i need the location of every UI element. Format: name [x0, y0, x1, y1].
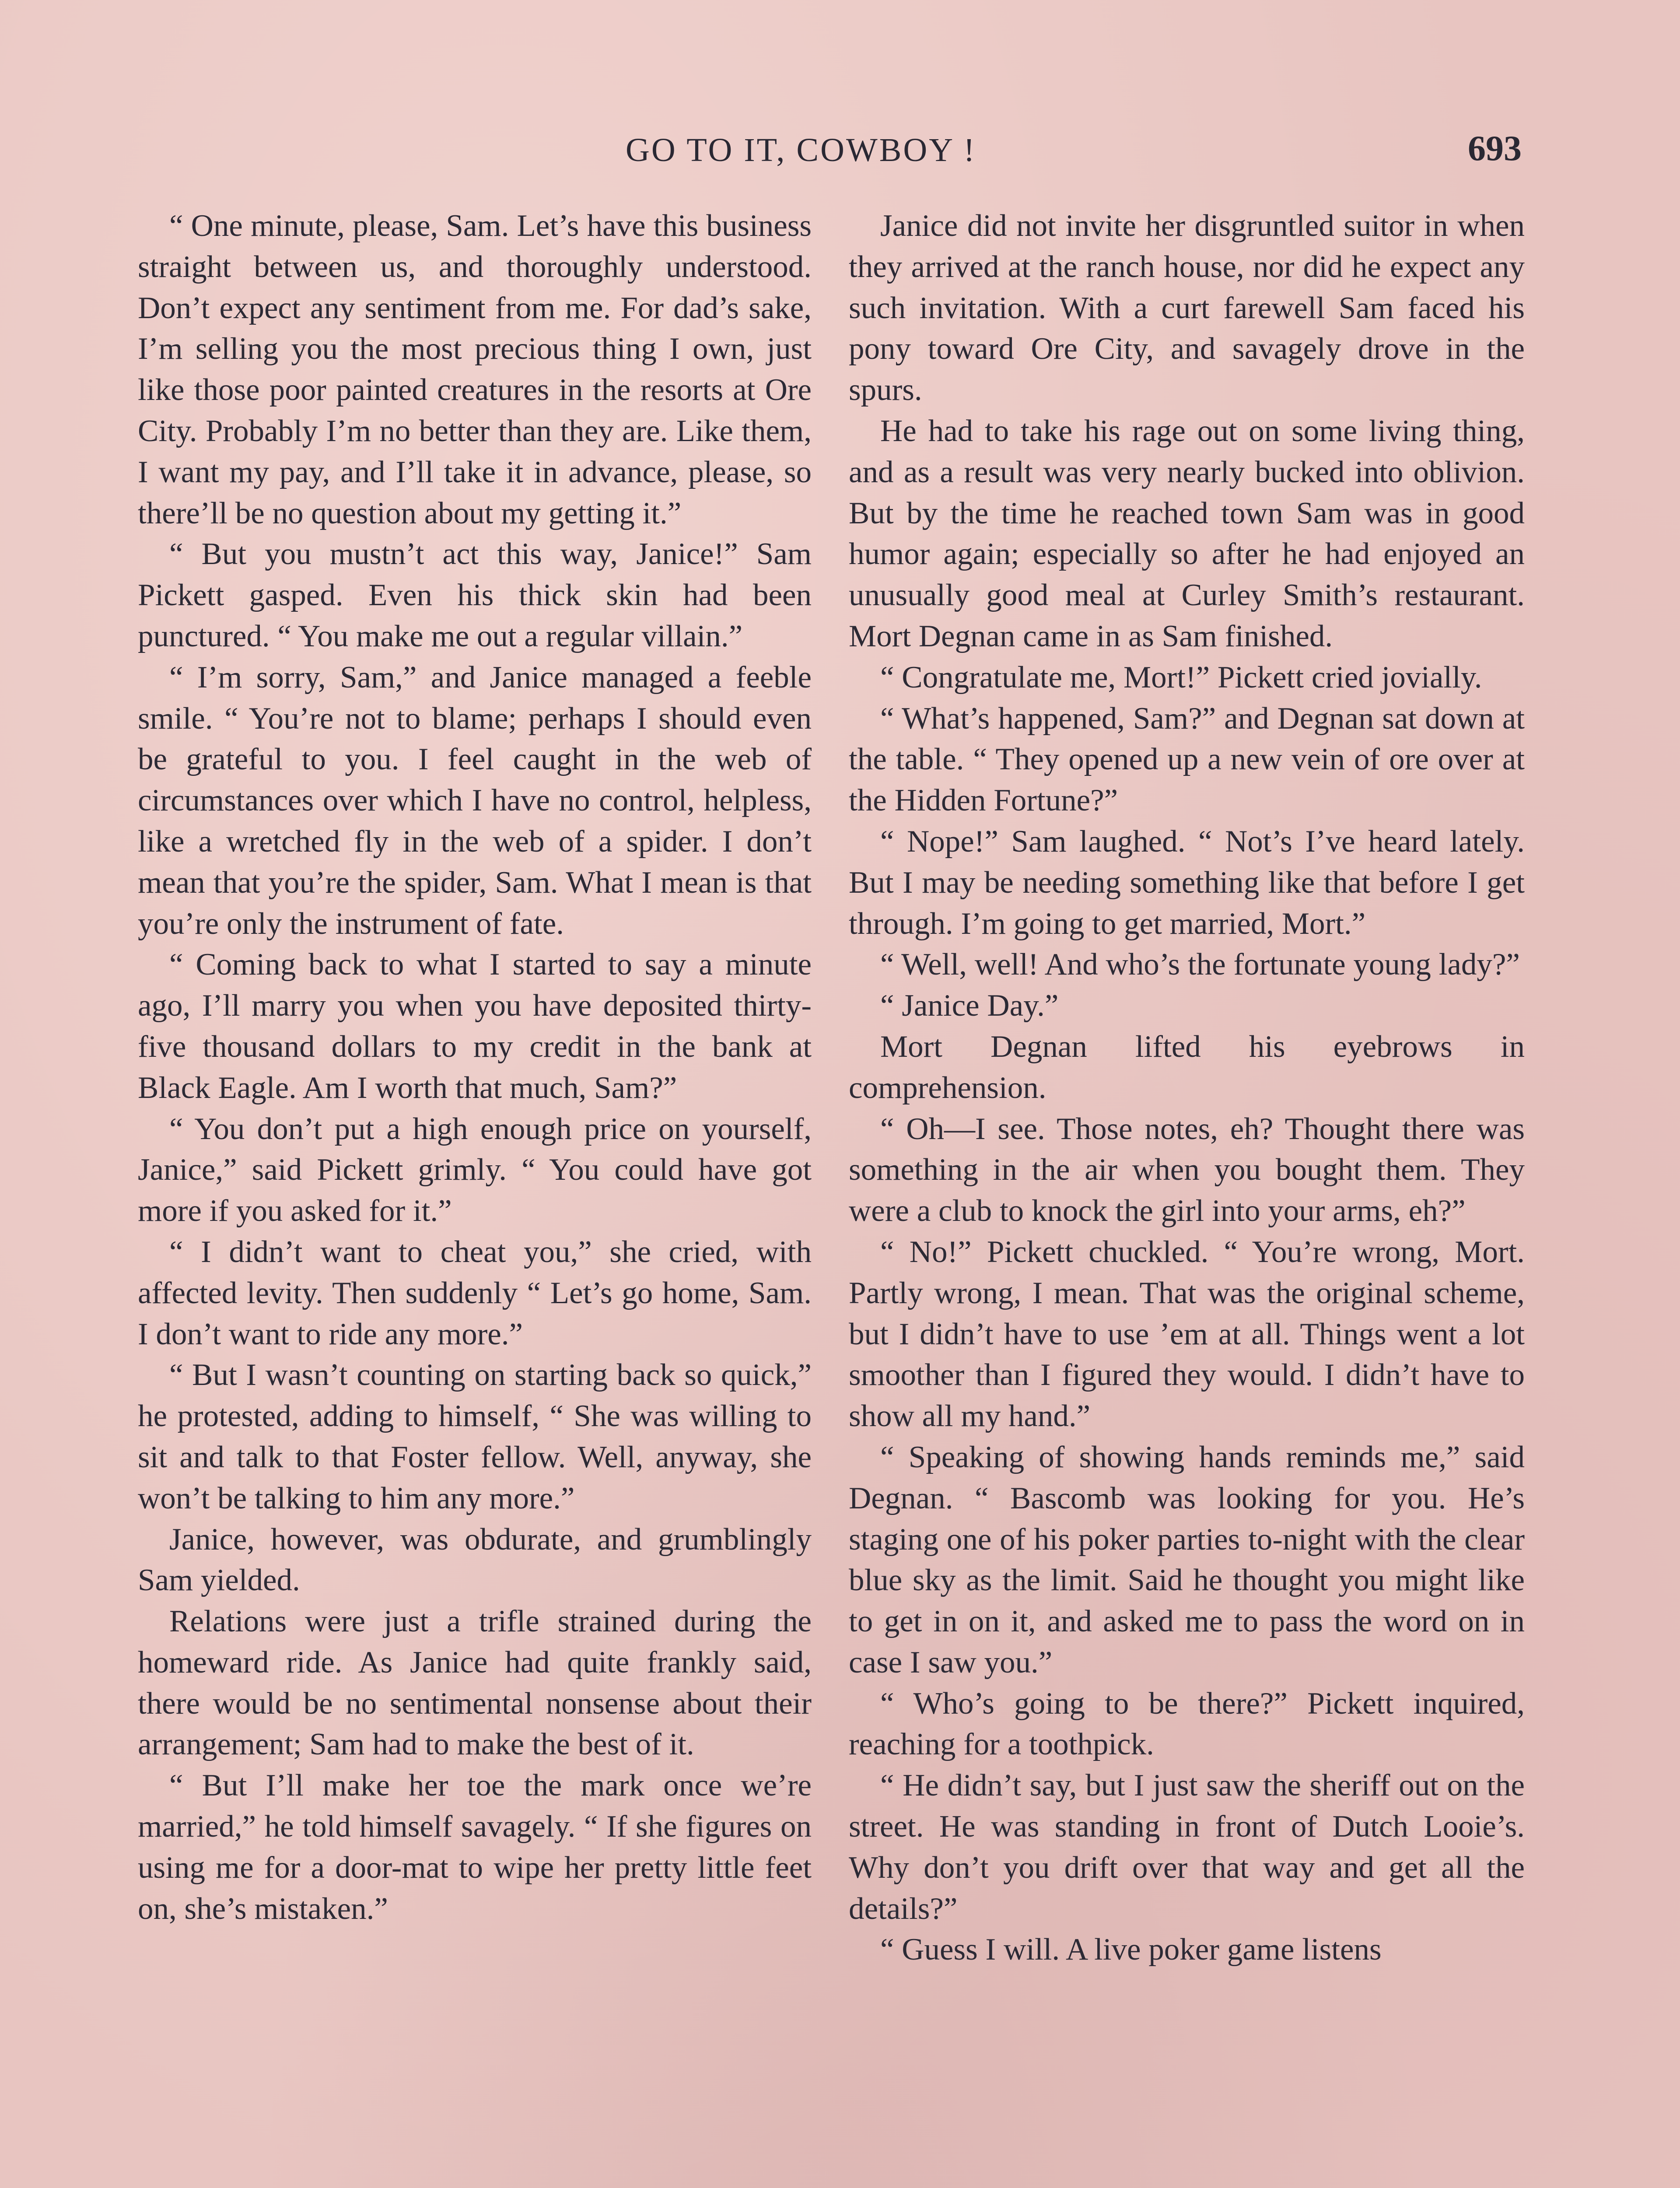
paragraph: “ Nope!” Sam laughed. “ Not’s I’ve heard lately. But I may be needing something like that before I get through. I’m going to get married, Mort.”: [849, 824, 1525, 941]
paragraph: “ He didn’t say, but I just saw the sheriff out on the street. He was standing in front of Dutch Looie’s. Why don’t you drift over that way and get all the details?”: [849, 1768, 1525, 1926]
paragraph: “ Oh—I see. Those notes, eh? Thought there was something in the air when you bought them. They were a club to knock the girl into your arms, eh?”: [849, 1112, 1525, 1228]
paragraph: “ Speaking of showing hands reminds me,” said Degnan. “ Bascomb was looking for you. He’s staging one of his poker parties to-night with the clear blue sky as the limit. Said he thought you might like to get in on it, and asked me to pass the word on in case I saw you.”: [849, 1440, 1525, 1680]
paragraph: “ But you mustn’t act this way, Janice!” Sam Pickett gasped. Even his thick skin had been punctured. “ You make me out a regular villain.”: [138, 537, 812, 653]
paragraph: “ I’m sorry, Sam,” and Janice managed a feeble smile. “ You’re not to blame; perhaps I should even be grateful to you. I feel caught in the web of circumstances over which I have no control, helpless, like a wretched fly in the web of a spider. I don’t mean that you’re the spider, Sam. What I mean is that you’re only the instrument of fate.: [138, 660, 812, 941]
paragraph: He had to take his rage out on some living thing, and as a result was very nearly bucked into oblivion. But by the time he reached town Sam was in good humor again; especially so after he had enjoyed an unusually good meal at Curley Smith’s restaurant. Mort Degnan came in as Sam finished.: [849, 414, 1525, 653]
page-header: [0, 128, 1680, 184]
paragraph: “ I didn’t want to cheat you,” she cried, with affected levity. Then suddenly “ Let’s go home, Sam. I don’t want to ride any more.”: [138, 1234, 812, 1351]
page-number: 693: [1468, 128, 1522, 168]
paragraph: “ Well, well! And who’s the fortunate young lady?”: [880, 947, 1520, 982]
paragraph: Mort Degnan lifted his eyebrows in comprehension.: [849, 1029, 1525, 1105]
paragraph: “ Guess I will. A live poker game listens: [880, 1932, 1382, 1967]
paragraph: Janice, however, was obdurate, and grumblingly Sam yielded.: [138, 1522, 812, 1598]
paragraph: “ No!” Pickett chuckled. “ You’re wrong, Mort. Partly wrong, I mean. That was the original scheme, but I didn’t have to use ’em at all. Things went a lot smoother than I figured they would. I didn’t have to show all my hand.”: [849, 1234, 1525, 1434]
paragraph: “ But I wasn’t counting on starting back so quick,” he protested, adding to himself, “ She was willing to sit and talk to that Foster fellow. Well, anyway, she won’t be talking to him any more.”: [138, 1358, 812, 1515]
paragraph: “ Coming back to what I started to say a minute ago, I’ll marry you when you have deposited thirty-five thousand dollars to my credit in the bank at Black Eagle. Am I worth that much, Sam?”: [138, 947, 812, 1105]
paragraph: “ What’s happened, Sam?” and Degnan sat down at the table. “ They opened up a new vein of ore over at the Hidden Fortune?”: [849, 701, 1525, 818]
paragraph: Relations were just a trifle strained during the homeward ride. As Janice had quite frankly said, there would be no sentimental nonsense about their arrangement; Sam had to make the best of it.: [138, 1604, 812, 1762]
left-column: [138, 206, 812, 1929]
paragraph: “ Janice Day.”: [880, 989, 1059, 1023]
running-title: GO TO IT, COWBOY !: [626, 132, 976, 168]
paragraph: “ But I’ll make her toe the mark once we’re married,” he told himself savagely. “ If she figures on using me for a door-mat to wipe her pretty little feet on, she’s mistaken.”: [138, 1768, 812, 1926]
paragraph: “ Who’s going to be there?” Pickett inquired, reaching for a toothpick.: [849, 1686, 1525, 1762]
paragraph: Janice did not invite her disgruntled suitor in when they arrived at the ranch house, nor did he expect any such invitation. With a curt farewell Sam faced his pony toward Ore City, and savagely drove in the spurs.: [849, 209, 1525, 407]
right-column: [849, 206, 1525, 1971]
paragraph: “ One minute, please, Sam. Let’s have this business straight between us, and thoroughly understood. Don’t expect any sentiment from me. For dad’s sake, I’m selling you the most precious thing I own, just like those poor painted creatures in the resorts at Ore City. Probably I’m no better than they are. Like them, I want my pay, and I’ll take it in advance, please, so there’ll be no question about my getting it.”: [138, 209, 812, 530]
paragraph: “ You don’t put a high enough price on yourself, Janice,” said Pickett grimly. “ You could have got more if you asked for it.”: [138, 1112, 812, 1228]
paragraph: “ Congratulate me, Mort!” Pickett cried jovially.: [880, 660, 1482, 694]
